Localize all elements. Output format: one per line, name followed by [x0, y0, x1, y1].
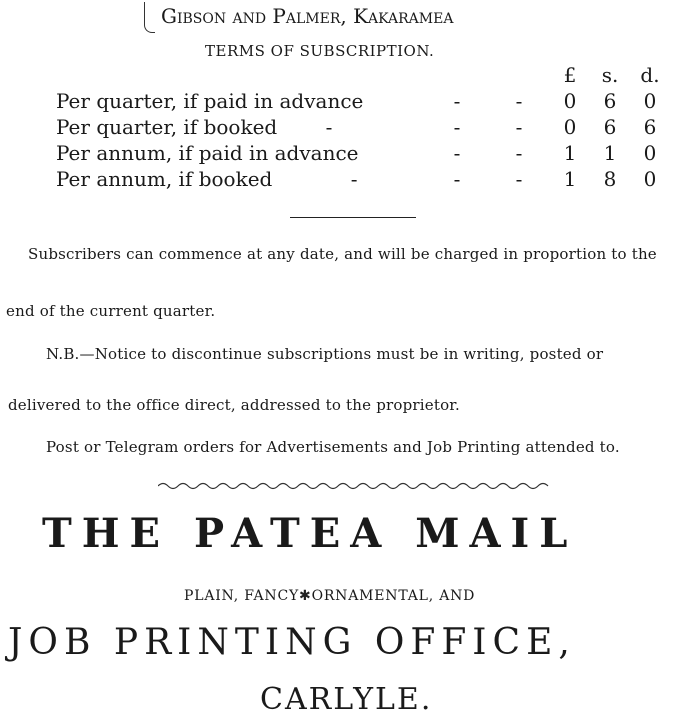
wavy-rule — [158, 480, 550, 492]
leader-dash: - — [350, 167, 358, 191]
shillings-value: 6 — [603, 115, 617, 139]
paragraph-notice: N.B.—Notice to discontinue subscriptions must be in writing, posted or — [46, 345, 604, 363]
pence-value: 0 — [643, 89, 657, 113]
leader-dash: - — [515, 89, 523, 113]
rate-row — [56, 88, 670, 114]
rate-label: Per quarter, if booked — [56, 115, 278, 139]
pounds-value: 0 — [563, 89, 577, 113]
subscription-table — [56, 62, 670, 192]
subtitle-part-2: ORNAMENTAL, AND — [311, 588, 476, 604]
header — [144, 2, 453, 33]
shillings-value: 1 — [603, 141, 617, 165]
pounds-value: 1 — [563, 167, 577, 191]
pence-value: 0 — [643, 167, 657, 191]
rate-row — [56, 140, 670, 166]
shillings-value: 8 — [603, 167, 617, 191]
leader-dash: - — [515, 167, 523, 191]
pence-value: 6 — [643, 115, 657, 139]
bracket-ornament — [144, 2, 155, 33]
printing-subtitle — [184, 588, 475, 604]
masthead-title: THE PATEA MAIL — [42, 510, 578, 557]
rate-label: Per annum, if paid in advance — [56, 141, 359, 165]
publisher-name: Gibson and Palmer, Kakaramea — [161, 4, 454, 28]
rate-label: Per annum, if booked — [56, 167, 273, 191]
leader-dash: - — [325, 115, 333, 139]
pounds-value: 0 — [563, 115, 577, 139]
currency-header-row — [56, 62, 670, 88]
location: CARLYLE. — [260, 682, 433, 717]
section-rule — [290, 217, 416, 218]
shillings-header: s. — [601, 63, 619, 87]
leader-dash: - — [453, 167, 461, 191]
leader-dash: - — [453, 115, 461, 139]
rate-row — [56, 114, 670, 140]
paragraph-subscribers: Subscribers can commence at any date, and will be charged in proportion to the — [28, 245, 657, 263]
leader-dash: - — [515, 141, 523, 165]
leader-dash: - — [453, 141, 461, 165]
subtitle-part-1: PLAIN, FANCY — [184, 588, 300, 604]
paragraph-notice-cont: delivered to the office direct, addressed to the proprietor. — [8, 396, 460, 414]
rate-label: Per quarter, if paid in advance — [56, 89, 364, 113]
shillings-value: 6 — [603, 89, 617, 113]
pence-value: 0 — [643, 141, 657, 165]
pounds-header: £ — [563, 63, 577, 87]
pence-header: d. — [640, 63, 660, 87]
paragraph-subscribers-cont: end of the current quarter. — [6, 302, 216, 320]
leader-dash: - — [515, 115, 523, 139]
leader-dash: - — [453, 89, 461, 113]
paragraph-orders: Post or Telegram orders for Advertisements and Job Printing attended to. — [46, 438, 620, 456]
asterisk-ornament-icon: ✱ — [299, 588, 312, 604]
office-title: JOB PRINTING OFFICE, — [8, 622, 576, 663]
pounds-value: 1 — [563, 141, 577, 165]
rate-row — [56, 166, 670, 192]
terms-title: TERMS OF SUBSCRIPTION. — [205, 42, 435, 60]
